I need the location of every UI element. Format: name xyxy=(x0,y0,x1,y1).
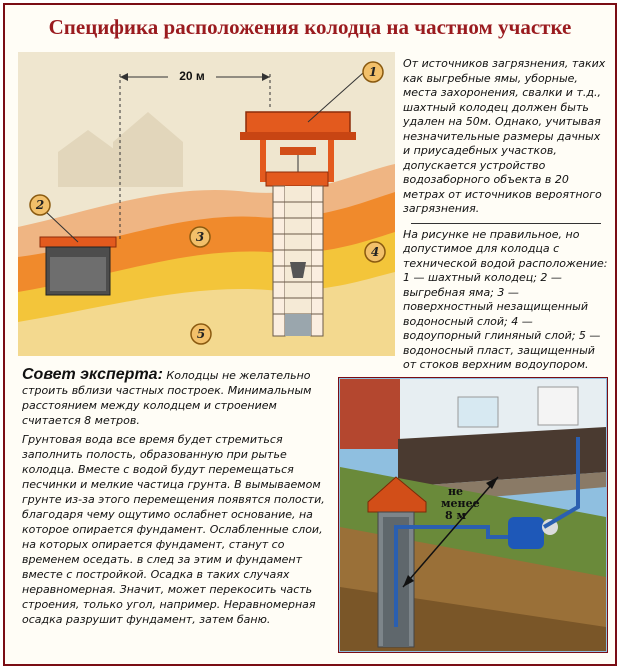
well-roof-eave xyxy=(240,132,356,140)
well-shaft xyxy=(273,186,323,336)
well-post-left xyxy=(260,140,266,182)
well-near-house-illustration xyxy=(338,377,608,653)
well-post-right xyxy=(328,140,334,182)
page-title: Специфика расположения колодца на частном участке xyxy=(48,15,572,39)
infographic-frame xyxy=(3,3,617,666)
svg-text:4: 4 xyxy=(370,245,380,259)
legend-paragraph: На рисунке не правильное, но допустимое для колодца с технической водой расположение: 1 — шахтный колодец; 2 — выгребная яма; 3 — поверхностный незащищенный водоносный слой; 4 — водоупорный глиняный слой; 5 — водоносный пласт, защищенный от стоков верхним водоупором. xyxy=(403,227,608,371)
svg-text:5: 5 xyxy=(196,327,206,341)
sink xyxy=(458,397,498,427)
water-pump xyxy=(508,517,544,549)
well-winch xyxy=(280,147,316,155)
expert-tip xyxy=(22,367,336,631)
marker-2 xyxy=(30,195,50,215)
expert-tip-intro: Колодцы не желательно строить вблизи частных построек. Минимальным расстоянием между колодцем и строением считается 8 метров. xyxy=(22,369,312,427)
distance-label-line3: 8 м xyxy=(445,509,467,522)
divider xyxy=(411,223,601,224)
marker-1 xyxy=(363,62,383,82)
marker-3 xyxy=(190,227,210,247)
well-distance-description xyxy=(403,57,609,373)
expert-tip-heading: Совет эксперта: xyxy=(22,366,163,383)
svg-text:1: 1 xyxy=(368,65,378,79)
well-head xyxy=(266,172,328,186)
marker-4 xyxy=(365,242,385,262)
svg-text:2: 2 xyxy=(35,198,45,212)
svg-text:3: 3 xyxy=(195,230,205,244)
marker-5 xyxy=(191,324,211,344)
expert-tip-body: Грунтовая вода все время будет стремиться заполнить полость, образованную при рытье колодца. Вместе с водой будут перемещаться песчинки и мелкие частица грунта. В вымываемом грунте из-за этого перемещения появятся полости, благодаря чему ощутимо ослабнет основание, на которое опирается фундамент. Ослабленные слои, на которых опирается фундамент, станут со временем оседать. в след за этим и фундамент вместе с постройкой. Осадка в таких случаях неравномерная. Значит, может перекосить часть строения, только угол, например. Неравномерная осадка разрушит фундамент, затем баню. xyxy=(22,433,325,626)
well-cross-section-diagram xyxy=(18,52,395,356)
distance-label-line1: не xyxy=(448,485,464,498)
brick-wall xyxy=(340,379,400,449)
distance-label: 20 м xyxy=(179,69,205,83)
description-paragraph: От источников загрязнения, таких как выгребные ямы, уборные, места захоронения, свалки и т.д., шахтный колодец должен быть удален на 50м. Однако, учитывая незначительные размеры дачных и приусадебных участков, допускается устройство водозаборного объекта в 20 метрах от источников вероятного загрязнения. xyxy=(403,57,606,215)
distance-label-line2: менее xyxy=(441,497,480,510)
toilet xyxy=(538,387,578,425)
